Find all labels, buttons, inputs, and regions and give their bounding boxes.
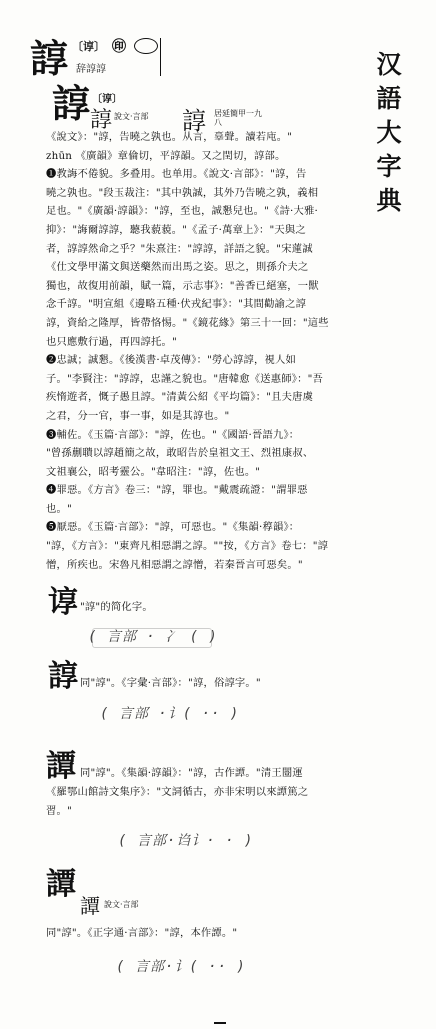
entry-line: 子。"李賢注："諄諄，忠謹之貌也。"唐韓愈《送惠師》："吾 [46, 372, 324, 385]
seal-script-glyph: 譚 [80, 894, 100, 918]
stamp-mark: ㊞ [112, 39, 126, 55]
entry-line: 文祖襄公，昭考靈公。"韋昭注："諄，佐也。" [46, 465, 261, 478]
entry-line: 獨也，故復用前韻，賦一篇，示志事》："善香已絕塞，一獸 [46, 279, 319, 292]
entry-line: zhūn 《廣韻》章倫切，平諄韻。又之閏切，諄部。 [46, 149, 286, 162]
entry-line: 之君，分一官，事一事，如是其諄也。" [46, 409, 230, 422]
page-footer-mark [214, 1022, 226, 1024]
entry-line: "諄，《方言》："東齊凡相惡謂之諄。""按，《方言》卷七："諄 [46, 540, 329, 553]
handwritten-note: ( 言部·诌讠· · ) [118, 833, 254, 849]
entry-line: "曾孫蒯聵以諄趙簡之故，敢昭告於皇祖文王、烈祖康叔、 [46, 447, 314, 460]
top-annotation: 〔谆〕 [72, 40, 105, 53]
entry-text: 習。" [46, 805, 72, 817]
entry-line: ❹罪惡。《方言》卷三："諄，罪也。"戴震疏證："謂罪惡 [46, 484, 308, 497]
entry-text: 《羅鄂山館詩文集序》："文詞循古，亦非宋明以來譚篤之 [46, 786, 309, 798]
entry-text: 同"諄"。《集韻·諄韻》："諄，古作譚。"清王闓運 [80, 767, 303, 779]
entry-line: 《說文》："諄，告曉之孰也。从言，𦎧聲。讀若庉。" [46, 131, 293, 143]
entry-headword: 谆 [48, 585, 78, 620]
entry-line: 憎，所疾也。宋魯凡相惡謂之諄憎，若秦晉言可惡矣。" [46, 558, 303, 571]
variant-source: 居延簡甲一九八 [214, 109, 262, 127]
seal-script-glyph: 諄 [90, 108, 113, 133]
entry-line: 抑》："誨爾諄諄，聽我藐藐。"《孟子·萬章上》："天與之 [46, 223, 306, 236]
entry-line: 曉之孰也。"段玉裁注："其中孰誠，其外乃告曉之孰，義相 [46, 186, 319, 199]
entry-line: 《仕文學甲滿文與送藥然而出馬之姿。思之，則孫介夫之 [46, 261, 309, 274]
seal-source: 說文·言部 [104, 900, 139, 909]
entry-line: ❷忠誠；誠懇。《後漢書·卓茂傳》："勞心諄諄，視人如 [46, 354, 297, 367]
entry-line: 疾惰遊者，慨子愚且諄。"清黃公紹《平均篇》："且夫唐虞 [46, 391, 314, 404]
entry-text: "諄"的简化字。 [80, 601, 153, 613]
entry-line: 者，諄諄然命之乎？"朱熹注："諄諄，詳語之貌。"宋蓮誠 [46, 242, 313, 255]
entry-line: 也。" [46, 502, 72, 515]
top-headword: 諄 [30, 36, 69, 81]
title-char: 語 [376, 84, 402, 113]
handwritten-note: ( 言部 · 冫 ( ) [88, 629, 218, 645]
circled-mark [134, 38, 158, 54]
entry-headword: 諄 [52, 81, 91, 126]
title-char: 大 [376, 118, 402, 147]
title-char: 汉 [376, 50, 402, 79]
entry-line: 也只應敷行過，再四諄托。" [46, 335, 177, 348]
entry-line: ❸輔佐。《玉篇·言部》："諄，佐也。"《國語·晉語九》： [46, 428, 300, 441]
entry-line: 念千諄。"明宣組《邊略五種·伏戎紀事》："其間勸諭之諄 [46, 298, 307, 311]
note-frame [92, 628, 212, 648]
traditional-form: 〔谆〕 [92, 94, 122, 105]
title-char: 字 [376, 152, 402, 181]
seal-source: 說文·言部 [114, 112, 149, 121]
entry-line: ❶教誨不倦貌。多叠用。也单用。《說文·言部》："諄，告 [46, 168, 307, 181]
top-annotation-2: 辞諄諄 [76, 64, 106, 75]
entry-text: 同"諄"。《字彙·言部》："諄，俗諄字。" [80, 677, 261, 689]
divider-line [160, 38, 161, 76]
entry-line: 足也。"《廣韻·諄韻》："諄，至也，誠懇兒也。"《詩·大雅· [46, 205, 319, 218]
handwritten-note: ( 言部 ·讠( ·· ) [100, 706, 240, 722]
dictionary-title [372, 48, 406, 218]
variant-glyph: 諄 [182, 107, 206, 135]
entry-line: ❺厭惡。《玉篇·言部》："諄，可惡也。"《集韻·稕韻》： [46, 521, 300, 534]
handwritten-note: ( 言部·讠( ·· ) [116, 959, 246, 975]
entry-line: 諄，資給之隆厚，皆帶恪惕。"《鏡花緣》第三十一回："這些 [46, 316, 329, 329]
entry-headword: 諄 [48, 659, 78, 694]
entry-body [46, 128, 329, 574]
entry-text: 同"諄"。《正字通·言部》："諄，本作譚。" [46, 927, 238, 939]
entry-headword: 譚 [46, 749, 76, 784]
entry-headword: 譚 [46, 867, 76, 902]
title-char: 典 [376, 186, 402, 215]
